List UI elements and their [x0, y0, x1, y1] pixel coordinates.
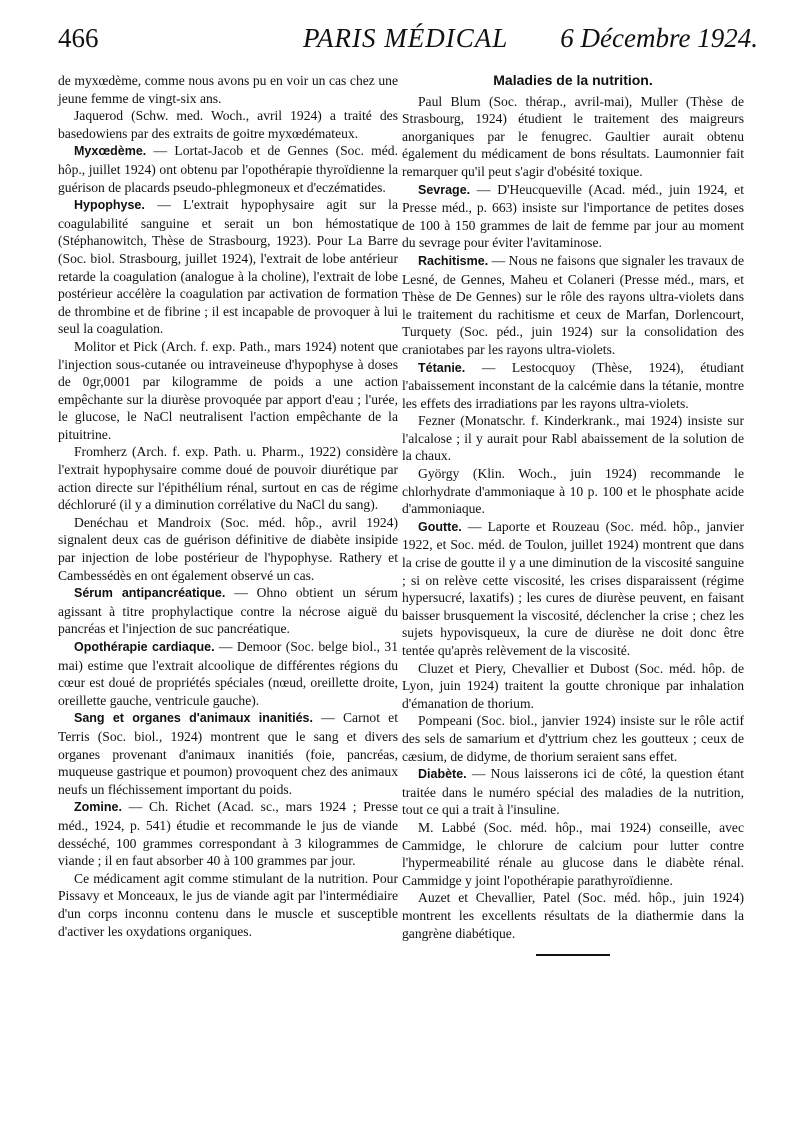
section-title: Maladies de la nutrition.	[493, 72, 653, 88]
section-label: Zomine.	[74, 800, 122, 815]
paragraph	[402, 252, 744, 359]
paragraph	[402, 412, 744, 465]
paragraph	[58, 638, 398, 709]
paragraph-text: Fromherz (Arch. f. exp. Path. u. Pharm., 1922) considère l'extrait hypophysaire comme doué de pouvoir diurétique par action directe sur l'épithélium rénal, surtout en cas de régime déchloruré (il y a diminution corrélative du NaCl du sang).	[58, 444, 398, 513]
section-label: Sevrage.	[418, 182, 471, 197]
right-column	[402, 72, 744, 956]
paragraph	[58, 514, 398, 584]
paragraph	[402, 712, 744, 765]
paragraph	[402, 889, 744, 942]
paragraph	[402, 518, 744, 660]
paragraph-text: Cluzet et Piery, Chevallier et Dubost (Soc. méd. hôp. de Lyon, juin 1924) traitent la goutte chronique par inhalation d'émanation de thorium.	[402, 660, 744, 711]
paragraph	[402, 765, 744, 819]
paragraph	[402, 359, 744, 413]
paragraph-text: — Lestocquoy (Thèse, 1924), étudiant l'abaissement inconstant de la calcémie dans la tétanie, montre les effets des irradiations par les rayons ultra-violets.	[402, 359, 744, 411]
section-label: Diabète.	[418, 767, 467, 782]
paragraph-text: Denéchau et Mandroix (Soc. méd. hôp., avril 1924) signalent deux cas de guérison définitive de diabète insipide par injection de lobe postérieur de l'hypophyse. Rathery et Cambessédès en ont également observé un cas.	[58, 514, 398, 583]
paragraph	[402, 93, 744, 181]
paragraph	[58, 709, 398, 798]
journal-title: PARIS MÉDICAL	[303, 23, 509, 53]
paragraph-text: — Nous ne faisons que signaler les travaux de Lesné, de Gennes, Maheu et Colaneri (Presse méd., mars, et Thèse de De Gennes) sur le rôle des rayons ultra-violets dans le traitement du rachitisme et ceux de Marfan, Dorlencourt, Turquety (Soc. péd., juin 1924) sur la consolidation des craniotabes par les rayons ultra-violets.	[402, 252, 744, 357]
paragraph	[58, 798, 398, 869]
paragraph-text: — Ohno obtient un sérum agissant à titre prophylactique contre la nécrose aiguë du pancréas et l'injection de suc pancréatique.	[58, 585, 399, 637]
paragraph	[58, 584, 398, 638]
paragraph-text: Paul Blum (Soc. thérap., avril-mai), Muller (Thèse de Strasbourg, 1924) étudient le traitement des maigreurs anorganiques par le fenugrec. Gaultier aurait obtenu également du médicament de bons résultats. Laumonnier fait remarquer qu'il peut s'agir d'obésité toxique.	[402, 93, 744, 179]
paragraph	[58, 142, 398, 196]
right-column-body	[402, 93, 744, 943]
paragraph-text: — Nous laisserons ici de côté, la question étant traitée dans le numéro spécial des maladies de la nutrition, tout ce qui a trait à l'insuline.	[402, 766, 745, 818]
paragraph	[58, 443, 398, 513]
paragraph-text: — L'extrait hypophysaire agit sur la coagulabilité sanguine et serait un bon hémostatique (Stéphanowitch, Thèse de Strasbourg, 1923). Pour La Barre (Soc. biol. Strasbourg, juillet 1924), l'extrait de lobe antérieur retarde la coagulation (analogue à la choline), l'extrait de lobe postérieur accélère la coagulation par activation de formation de thrombine et de fibrine ; il est incapable de provoquer à lui seul la coagulation.	[58, 197, 398, 337]
paragraph-text: — Lortat-Jacob et de Gennes (Soc. méd. hôp., juillet 1924) ont obtenu par l'opothérapie thyroïdienne la guérison de placards pseudo-phlegmoneux et d'eczématides.	[58, 143, 398, 195]
section-label: Myxœdème.	[74, 144, 147, 159]
paragraph-text: — Ch. Richet (Acad. sc., mars 1924 ; Presse méd., 1924, p. 541) étudie et recommande le jus de viande desséché, 100 grammes correspondant à 3 kilogrammes de viande ; il en faut absorber 40 à 100 grammes par jour.	[58, 799, 398, 869]
paragraph-text: Pompeani (Soc. biol., janvier 1924) insiste sur le rôle actif des sels de samarium et d'yttrium chez les goutteux ; ceux de cæsium, de didyme, de thorium seraient sans effet.	[402, 713, 744, 764]
section-label: Tétanie.	[418, 360, 466, 375]
section-label: Rachitisme.	[418, 253, 489, 268]
paragraph-text: M. Labbé (Soc. méd. hôp., mai 1924) conseille, avec Cammidge, le chlorure de calcium pour lutter contre l'hypermeabilité rénale au glucose dans le diabète rénal. Cammidge y joint l'opothérapie parathyroïdienne.	[402, 819, 744, 888]
page-number: 466	[58, 23, 99, 53]
section-label: Hypophyse.	[74, 198, 145, 213]
paragraph-text: Jaquerod (Schw. med. Woch., avril 1924) a traité des basedowiens par des extraits de goitre myxœdémateux.	[58, 108, 398, 141]
paragraph-text: — Demoor (Soc. belge biol., 31 mai) estime que l'extrait alcoolique de différentes régions du cœur est doué de propriétés spéciales (nœud, oreillette droite, oreillette gauche, ventricule gauche).	[58, 639, 398, 708]
section-label: Sang et organes d'animaux inanitiés.	[74, 711, 313, 726]
section-label: Goutte.	[418, 519, 462, 534]
paragraph	[402, 660, 744, 713]
paragraph-text: — Laporte et Rouzeau (Soc. méd. hôp., janvier 1922, et Soc. méd. de Toulon, juillet 1924) montrent que dans la crise de goutte il y a une diminution de la viscosité sanguine ; si on relève cette viscosité, les crises disparaissent (régime hypersucré, laxatifs) ; les cures de diurèse peuvent, en faisant baisser brusquement la viscosité, déclencher la crise ; chez les sujets hypovisqueux, la cure de diurèse ne doit donc être tentée qu'après relèvement de la viscosité.	[402, 518, 744, 658]
end-rule	[536, 954, 610, 956]
paragraph	[58, 72, 398, 107]
issue-date: 6 Décembre 1924.	[560, 23, 758, 53]
paragraph	[402, 181, 744, 252]
left-column	[58, 72, 398, 940]
paragraph-text: — Carnot et Terris (Soc. biol., 1924) montrent que le sang et divers organes provenant d'animaux inanitiés (foie, pancréas, muqueuse gastrique et poumon) provoquent chez des animaux neufs un fléchissement important du poids.	[58, 710, 398, 797]
paragraph	[402, 465, 744, 518]
paragraph-text: György (Klin. Woch., juin 1924) recommande le chlorhydrate d'ammoniaque à 10 p. 100 et le phosphate acide d'ammoniaque.	[402, 466, 744, 517]
section-label: Sérum antipancréatique.	[74, 586, 226, 601]
paragraph-text: Ce médicament agit comme stimulant de la nutrition. Pour Pissavy et Monceaux, le jus de viande agit par l'intermédiaire d'un corps inconnu contenu dans le muscle et susceptible d'activer les oxydations organiques.	[58, 870, 398, 939]
paragraph	[402, 819, 744, 889]
running-header	[58, 18, 758, 58]
paragraph	[58, 870, 398, 940]
section-label: Opothérapie cardiaque.	[74, 640, 215, 654]
paragraph-text: de myxœdème, comme nous avons pu en voir un cas chez une jeune femme de vingt-six ans.	[58, 73, 398, 106]
paragraph-text: Fezner (Monatschr. f. Kinderkrank., mai 1924) insiste sur l'alcalose ; il y aurait pour Rabl abaissement de la solution de la chaux.	[402, 413, 744, 464]
paragraph-text: Molitor et Pick (Arch. f. exp. Path., mars 1924) notent que l'injection sous-cutanée ou intraveineuse d'hypophyse à doses de 0gr,0001 par kilogramme de poids a une action empêchante sur la diurèse provoquée par apport d'eau ; l'urée, le glucose, le NaCl neutralisent l'action empêchante de la pituitrine.	[58, 338, 398, 442]
paragraph	[58, 196, 398, 338]
paragraph-text: — D'Heucqueville (Acad. méd., juin 1924, et Presse méd., p. 663) insiste sur l'importance de petites doses de 100 à 150 grammes de lait de femme par jour au moment du sevrage pour éviter l'avitaminose.	[402, 181, 744, 251]
paragraph	[58, 338, 398, 444]
paragraph-text: Auzet et Chevallier, Patel (Soc. méd. hôp., juin 1924) montrent les excellents résultats de la diathermie dans la gangrène diabétique.	[402, 890, 744, 941]
paragraph	[58, 107, 398, 142]
